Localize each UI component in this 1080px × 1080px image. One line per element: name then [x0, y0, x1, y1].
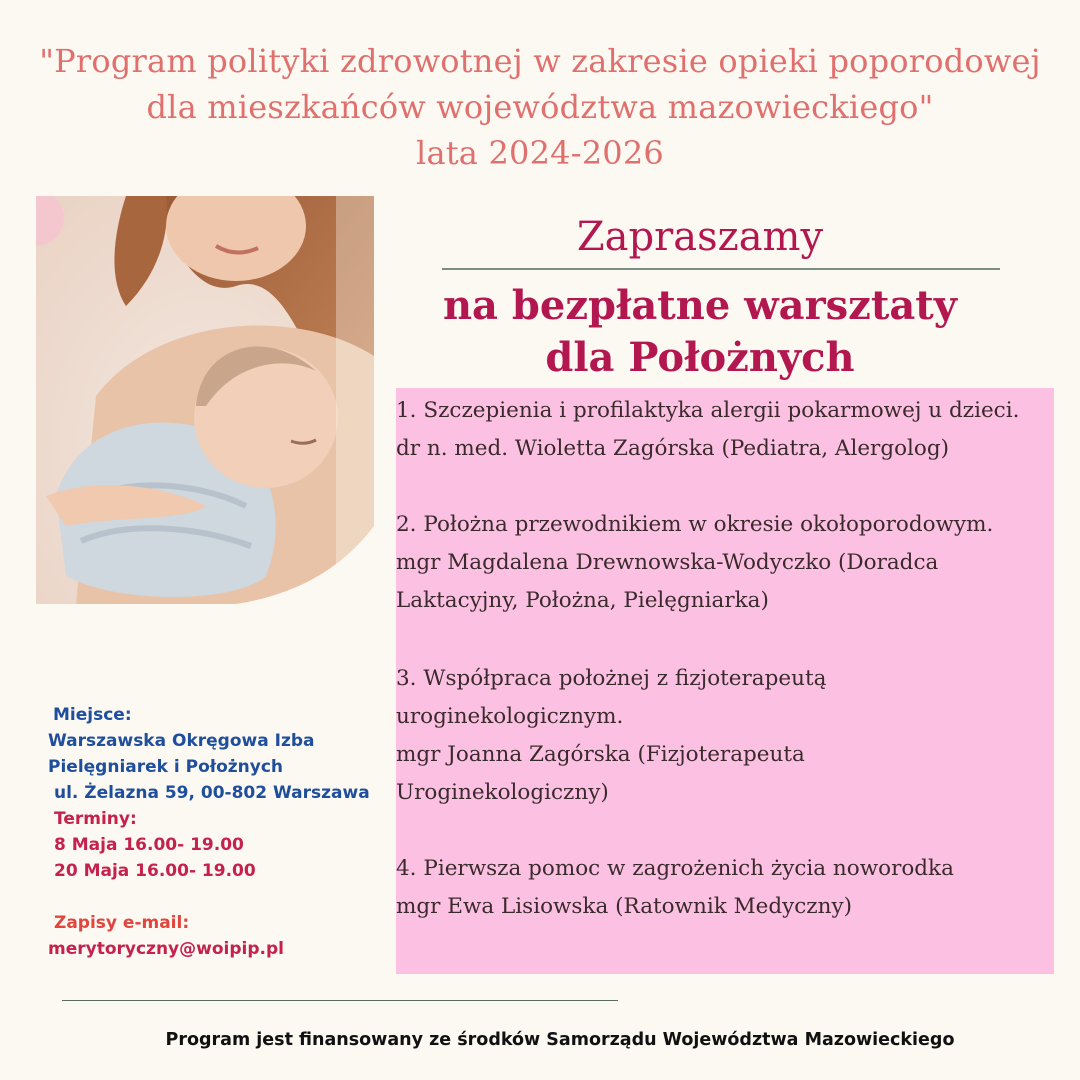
header-line-2: dla mieszkańców województwa mazowieckiego"	[146, 88, 934, 126]
workshop-item-1	[396, 392, 1056, 468]
signup-label: Zapisy e-mail:	[54, 913, 190, 933]
info-spacer	[48, 884, 378, 910]
mother-holding-baby-photo-icon	[36, 196, 374, 604]
mother-baby-photo	[36, 196, 374, 604]
workshop-3-speaker: mgr Joanna Zagórska (Fizjoterapeuta	[396, 742, 805, 767]
place-label: Miejsce:	[53, 705, 132, 725]
workshop-3-title-cont: uroginekologicznym.	[396, 704, 624, 729]
workshop-3-speaker-cont: Uroginekologiczny)	[396, 780, 609, 805]
workshop-4-title: 4. Pierwsza pomoc w zagrożenich życia noworodka	[396, 856, 954, 881]
invite-title: Zapraszamy	[576, 214, 824, 260]
workshop-1-title: 1. Szczepienia i profilaktyka alergii pokarmowej u dzieci.	[396, 398, 1020, 423]
workshop-1-speaker: dr n. med. Wioletta Zagórska (Pediatra, Alergolog)	[396, 436, 950, 461]
date-1: 8 Maja 16.00- 19.00	[54, 835, 244, 855]
event-info	[48, 702, 378, 962]
workshop-2-speaker: mgr Magdalena Drewnowska-Wodyczko (Doradca	[396, 550, 939, 575]
workshop-3-title: 3. Współpraca położnej z fizjoterapeutą	[396, 666, 827, 691]
funding-footer: Program jest finansowany ze środków Samorządu Województwa Mazowieckiego	[165, 1030, 955, 1050]
invite-subtitle-2: dla Położnych	[545, 334, 855, 381]
invite-divider	[442, 268, 1000, 270]
workshop-2-title: 2. Położna przewodnikiem w okresie okołoporodowym.	[396, 512, 994, 537]
workshop-item-3	[396, 660, 1056, 812]
dates-label: Terminy:	[54, 809, 137, 829]
place-name-line-1: Warszawska Okręgowa Izba	[48, 731, 315, 751]
workshop-4-speaker: mgr Ewa Lisiowska (Ratownik Medyczny)	[396, 894, 852, 919]
place-address: ul. Żelazna 59, 00-802 Warszawa	[54, 783, 370, 803]
program-header	[20, 38, 1060, 176]
signup-email-link[interactable]: merytoryczny@woipip.pl	[48, 939, 284, 959]
workshop-item-2	[396, 506, 1056, 620]
date-2: 20 Maja 16.00- 19.00	[54, 861, 256, 881]
place-name-line-2: Pielęgniarek i Położnych	[48, 757, 284, 777]
header-line-1: "Program polityki zdrowotnej w zakresie opieki poporodowej	[39, 42, 1041, 80]
workshop-2-speaker-cont: Laktacyjny, Położna, Pielęgniarka)	[396, 588, 769, 613]
footer-divider	[62, 1000, 618, 1001]
invite-subtitle-1: na bezpłatne warsztaty	[442, 282, 958, 329]
workshop-item-4	[396, 850, 1056, 926]
header-line-3: lata 2024-2026	[416, 134, 664, 172]
